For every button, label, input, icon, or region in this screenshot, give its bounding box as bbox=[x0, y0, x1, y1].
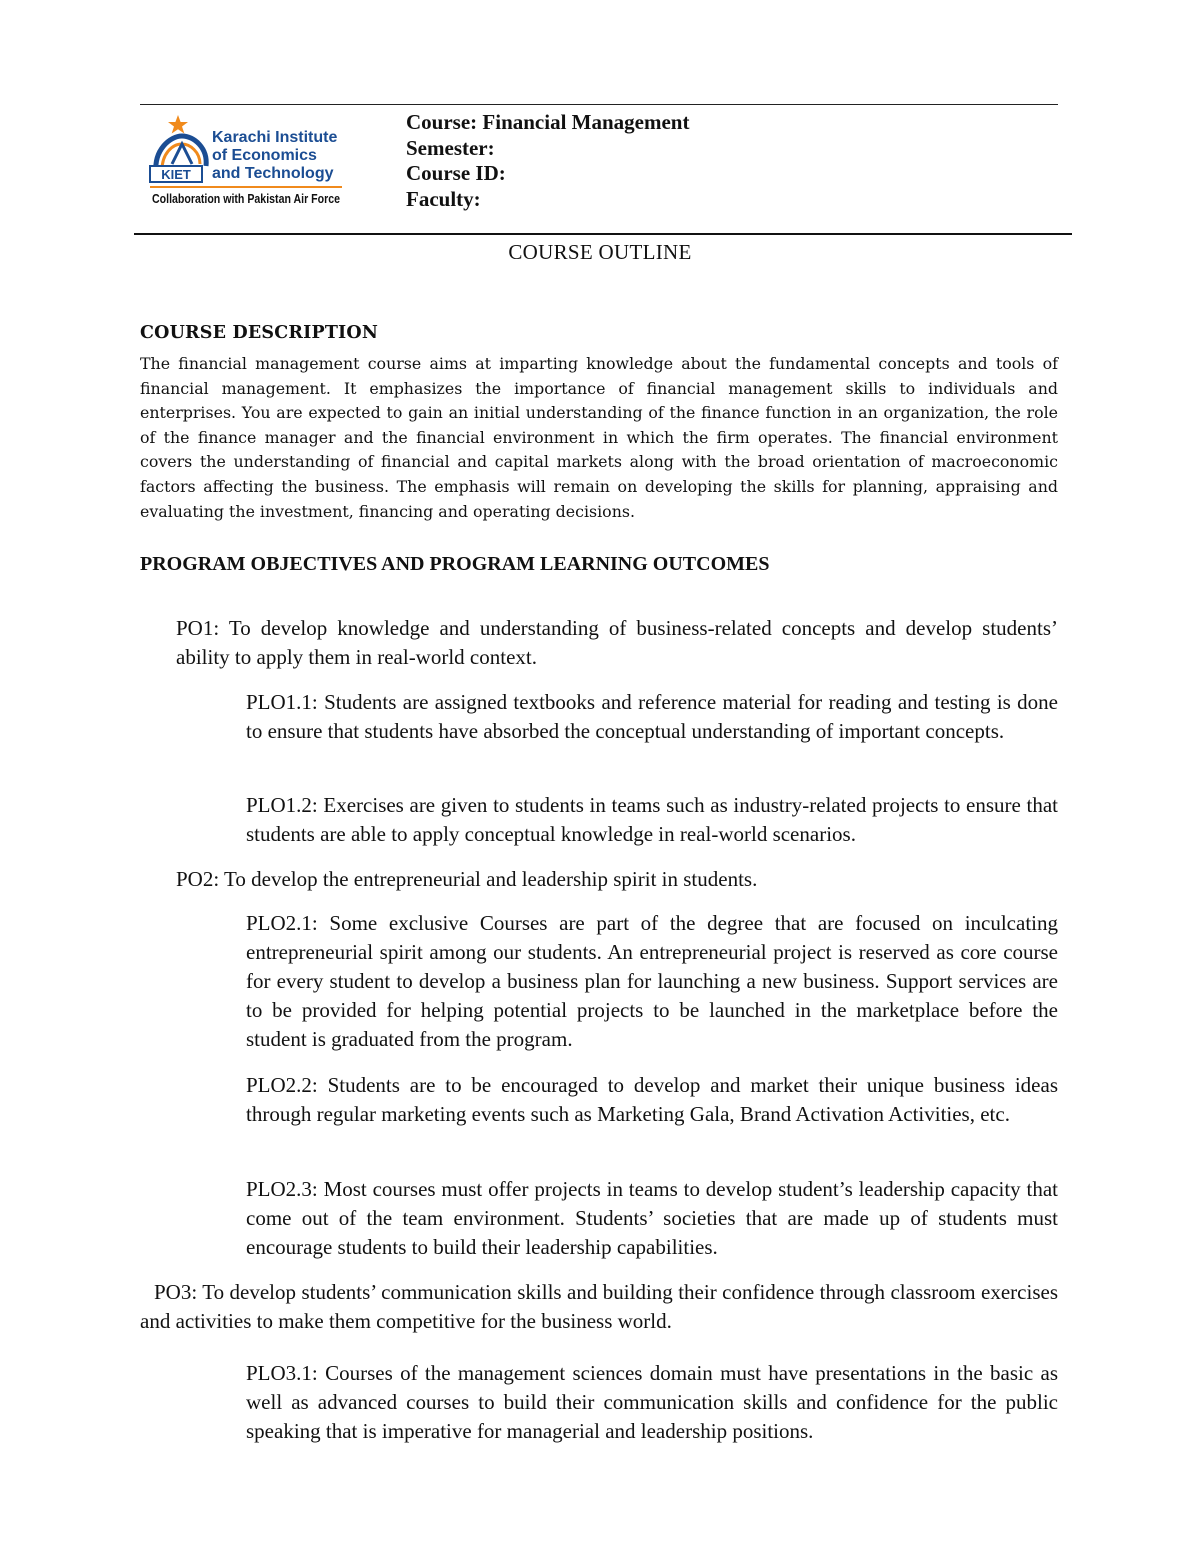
course-header-info bbox=[406, 110, 689, 212]
po3-paragraph: PO3: To develop students’ communication skills and building their confidence through classroom exercises and activities to make them competitive for the business world. bbox=[140, 1280, 1058, 1333]
plo1-2-paragraph: PLO1.2: Exercises are given to students in teams such as industry-related projects to ensure that students are able to apply conceptual knowledge in real-world scenarios. bbox=[246, 793, 1058, 846]
plo1-1-paragraph: PLO1.1: Students are assigned textbooks and reference material for reading and testing is done to ensure that students have absorbed the conceptual understanding of important concepts. bbox=[246, 690, 1058, 743]
kiet-logo bbox=[146, 114, 346, 212]
svg-text:KIET: KIET bbox=[161, 167, 191, 182]
kiet-logo-image bbox=[146, 114, 346, 212]
plo2-3-paragraph: PLO2.3: Most courses must offer projects in teams to develop student’s leadership capacity that come out of the team environment. Students’ societies that are made up of students must encourage students to build their leadership capabilities. bbox=[246, 1177, 1058, 1259]
svg-text:of Economics: of Economics bbox=[212, 147, 317, 164]
plo2-2-paragraph: PLO2.2: Students are to be encouraged to develop and market their unique business ideas through regular marketing events such as Marketing Gala, Brand Activation Activities, etc. bbox=[246, 1073, 1058, 1126]
page-title: COURSE OUTLINE bbox=[508, 240, 692, 264]
course-line bbox=[406, 110, 689, 136]
svg-text:Karachi Institute: Karachi Institute bbox=[212, 129, 338, 146]
po1-paragraph: PO1: To develop knowledge and understanding of business-related concepts and develop students’ ability to apply them in real-world context. bbox=[176, 616, 1058, 669]
svg-text:and Technology: and Technology bbox=[212, 165, 334, 182]
plo3-1-paragraph: PLO3.1: Courses of the management sciences domain must have presentations in the basic as well as advanced courses to build their communication skills and confidence for the public speaking that is imperative for managerial and leadership positions. bbox=[246, 1361, 1058, 1443]
faculty-label: Faculty: bbox=[406, 186, 481, 211]
course-name: Financial Management bbox=[482, 110, 690, 134]
course-description-text: The financial management course aims at imparting knowledge about the fundamental concepts and tools of financial management. It emphasizes the importance of financial management skills to individuals and enterprises. You are expected to gain an initial understanding of the finance function in an organization, the role of the finance manager and the financial environment in which the firm operates. The financial environment covers the understanding of financial and capital markets along with the broad orientation of macroeconomic factors affecting the business. The emphasis will remain on developing the skills for planning, appraising and evaluating the investment, financing and operating decisions. bbox=[140, 354, 1058, 521]
course-label: Course: bbox=[406, 110, 478, 134]
plo2-1-paragraph: PLO2.1: Some exclusive Courses are part of the degree that are focused on inculcating entrepreneurial spirit among our students. An entrepreneurial project is reserved as core course for every student to develop a business plan for launching a new business. Support services are to be provided for helping potential projects to be launched in the marketplace before the student is graduated from the program. bbox=[246, 911, 1058, 1051]
svg-text:Collaboration with Pakistan Ai: Collaboration with Pakistan Air Force bbox=[152, 192, 341, 206]
program-objectives-heading: PROGRAM OBJECTIVES AND PROGRAM LEARNING OUTCOMES bbox=[140, 553, 770, 575]
semester-label: Semester: bbox=[406, 135, 495, 160]
course-description-heading: COURSE DESCRIPTION bbox=[140, 323, 379, 343]
po2-paragraph: PO2: To develop the entrepreneurial and leadership spirit in students. bbox=[176, 867, 758, 891]
course-id-label: Course ID: bbox=[406, 161, 506, 185]
header-bottom-rule bbox=[134, 233, 1072, 235]
header-top-rule bbox=[140, 104, 1058, 105]
